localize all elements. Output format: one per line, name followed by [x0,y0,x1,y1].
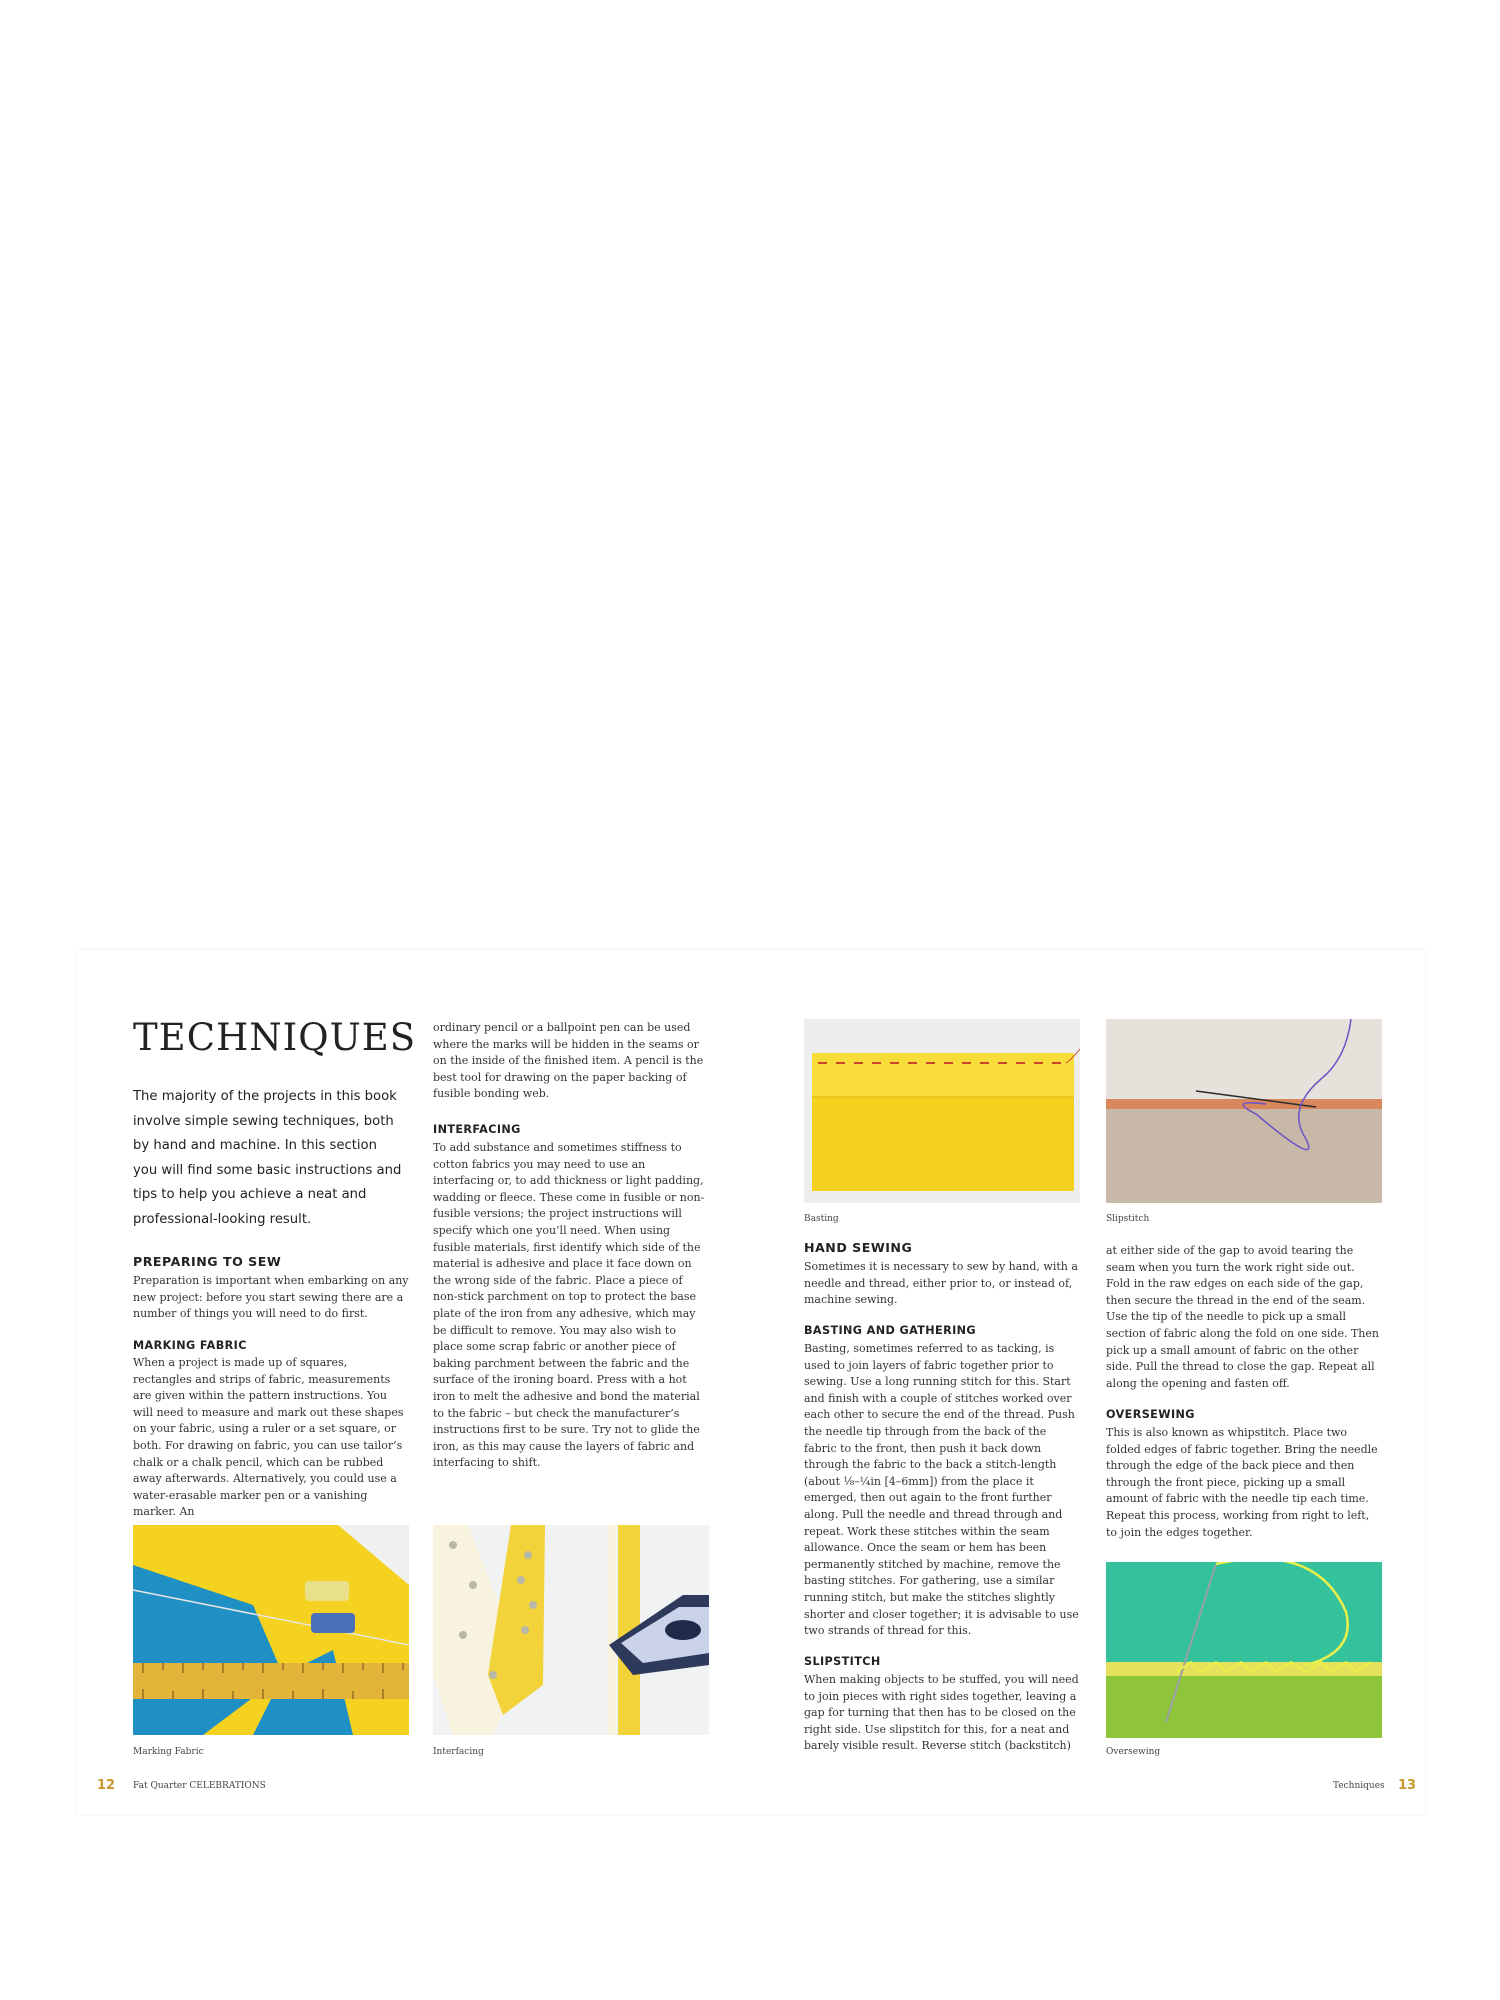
marking-text: When a project is made up of squares, rectangles and strips of fabric, measurements are given within the pattern instructions. You will need to measure and mark out these shapes on your fabric, using a ruler or a set square, or both. For drawing on fabric, you can use tailor’s chalk or a chalk pencil, which can be rubbed away afterwards. Alternatively, you could use a water-erasable marker pen or a vanishing marker. An [133,1356,404,1519]
basting-text: Basting, sometimes referred to as tacking, is used to join layers of fabric together prior to sewing. Use a long running stitch for this. Start and finish with a couple of stitches worked over each other to secure the end of the thread. Push the needle tip through from the back of the fabric to the front, then push it back down through the fabric to the back a stitch-length (about ⅛–¼in [4–6mm]) from the place it emerged, then out again to the front further along. Pull the needle and thread through and repeat. Work these stitches within the seam allowance. Once the seam or hem has been permanently stitched by machine, remove the basting stitches. For gathering, use a similar running stitch, but make the stitches slightly shorter and closer together; it is advisable to use two strands of thread for this. [804,1342,1079,1638]
left-page-number: 12 [97,1778,116,1793]
right-running-head: Techniques [1333,1781,1385,1791]
caption-slipstitch: Slipstitch [1106,1214,1150,1224]
intro-text: The majority of the projects in this book involve simple sewing techniques, both by hand and machine. In this section you will find some basic instructions and tips to help you achieve a neat and professional-looking result. [133,1089,402,1227]
oversewing-photo [1106,1562,1382,1738]
left-running-head: Fat Quarter CELEBRATIONS [133,1781,266,1791]
caption-basting: Basting [804,1214,839,1224]
hand-sewing-heading: HAND SEWING [804,1240,913,1255]
slipstitch-text-continued: at either side of the gap to avoid tearing the seam when you turn the work right side out. Fold in the raw edges on each side of the gap, then secure the thread in the end of the seam. Use the tip of the needle to pick up a small section of fabric along the fold on one side. Then pick up a small amount of fabric on the other side. Pull the thread to close the gap. Repeat all along the opening and fasten off. [1106,1244,1379,1390]
hand-sewing-text: Sometimes it is necessary to sew by hand, with a needle and thread, either prior to, or instead of, machine sewing. [804,1260,1078,1307]
interfacing-text: To add substance and sometimes stiffness to cotton fabrics you may need to use an interfacing or, to add thickness or light padding, wadding or fleece. These come in fusible or non-fusible versions; the project instructions will specify which one you’ll need. When using fusible materials, first identify which side of the material is adhesive and place it face down on the wrong side of the fabric. Place a piece of non-stick parchment on top to protect the base plate of the iron from any adhesive, which may be difficult to remove. You may also wish to place some scrap fabric or another piece of baking parchment between the fabric and the surface of the ironing board. Press with a hot iron to melt the adhesive and bond the material to the fabric – but check the manufacturer’s instructions first to be sure. Try not to glide the iron, as this may cause the layers of fabric and interfacing to shift. [433,1141,705,1470]
caption-interfacing: Interfacing [433,1747,484,1757]
basting-heading: BASTING AND GATHERING [804,1324,977,1337]
interfacing-heading: INTERFACING [433,1123,521,1136]
interfacing-photo [433,1525,709,1735]
caption-marking-fabric: Marking Fabric [133,1747,204,1757]
oversewing-text: This is also known as whipstitch. Place two folded edges of fabric together. Bring the needle through the edge of the back piece and then through the front piece, picking up a small amount of fabric with the needle tip each time. Repeat this process, working from right to left, to join the edges together. [1106,1426,1378,1539]
basting-photo [804,1019,1080,1203]
slipstitch-photo [1106,1019,1382,1203]
caption-oversewing: Oversewing [1106,1747,1161,1757]
marking-heading: MARKING FABRIC [133,1339,247,1352]
slipstitch-heading: SLIPSTITCH [804,1655,881,1668]
marking-fabric-photo [133,1525,409,1735]
preparing-text: Preparation is important when embarking on any new project: before you start sewing there are a number of things you will need to do first. [133,1274,409,1321]
preparing-heading: PREPARING TO SEW [133,1254,282,1269]
right-page-number: 13 [1398,1778,1417,1793]
marking-text-continued: ordinary pencil or a ballpoint pen can be used where the marks will be hidden in the seams or on the inside of the finished item. A pencil is the best tool for drawing on the paper backing of fusible bonding web. [433,1021,704,1101]
slipstitch-text: When making objects to be stuffed, you will need to join pieces with right sides together, leaving a gap for turning that then has to be closed on the right side. Use slipstitch for this, for a neat and barely visible result. Reverse stitch (backstitch) [804,1673,1079,1753]
oversewing-heading: OVERSEWING [1106,1408,1195,1421]
page-title: TECHNIQUES [133,1016,417,1059]
